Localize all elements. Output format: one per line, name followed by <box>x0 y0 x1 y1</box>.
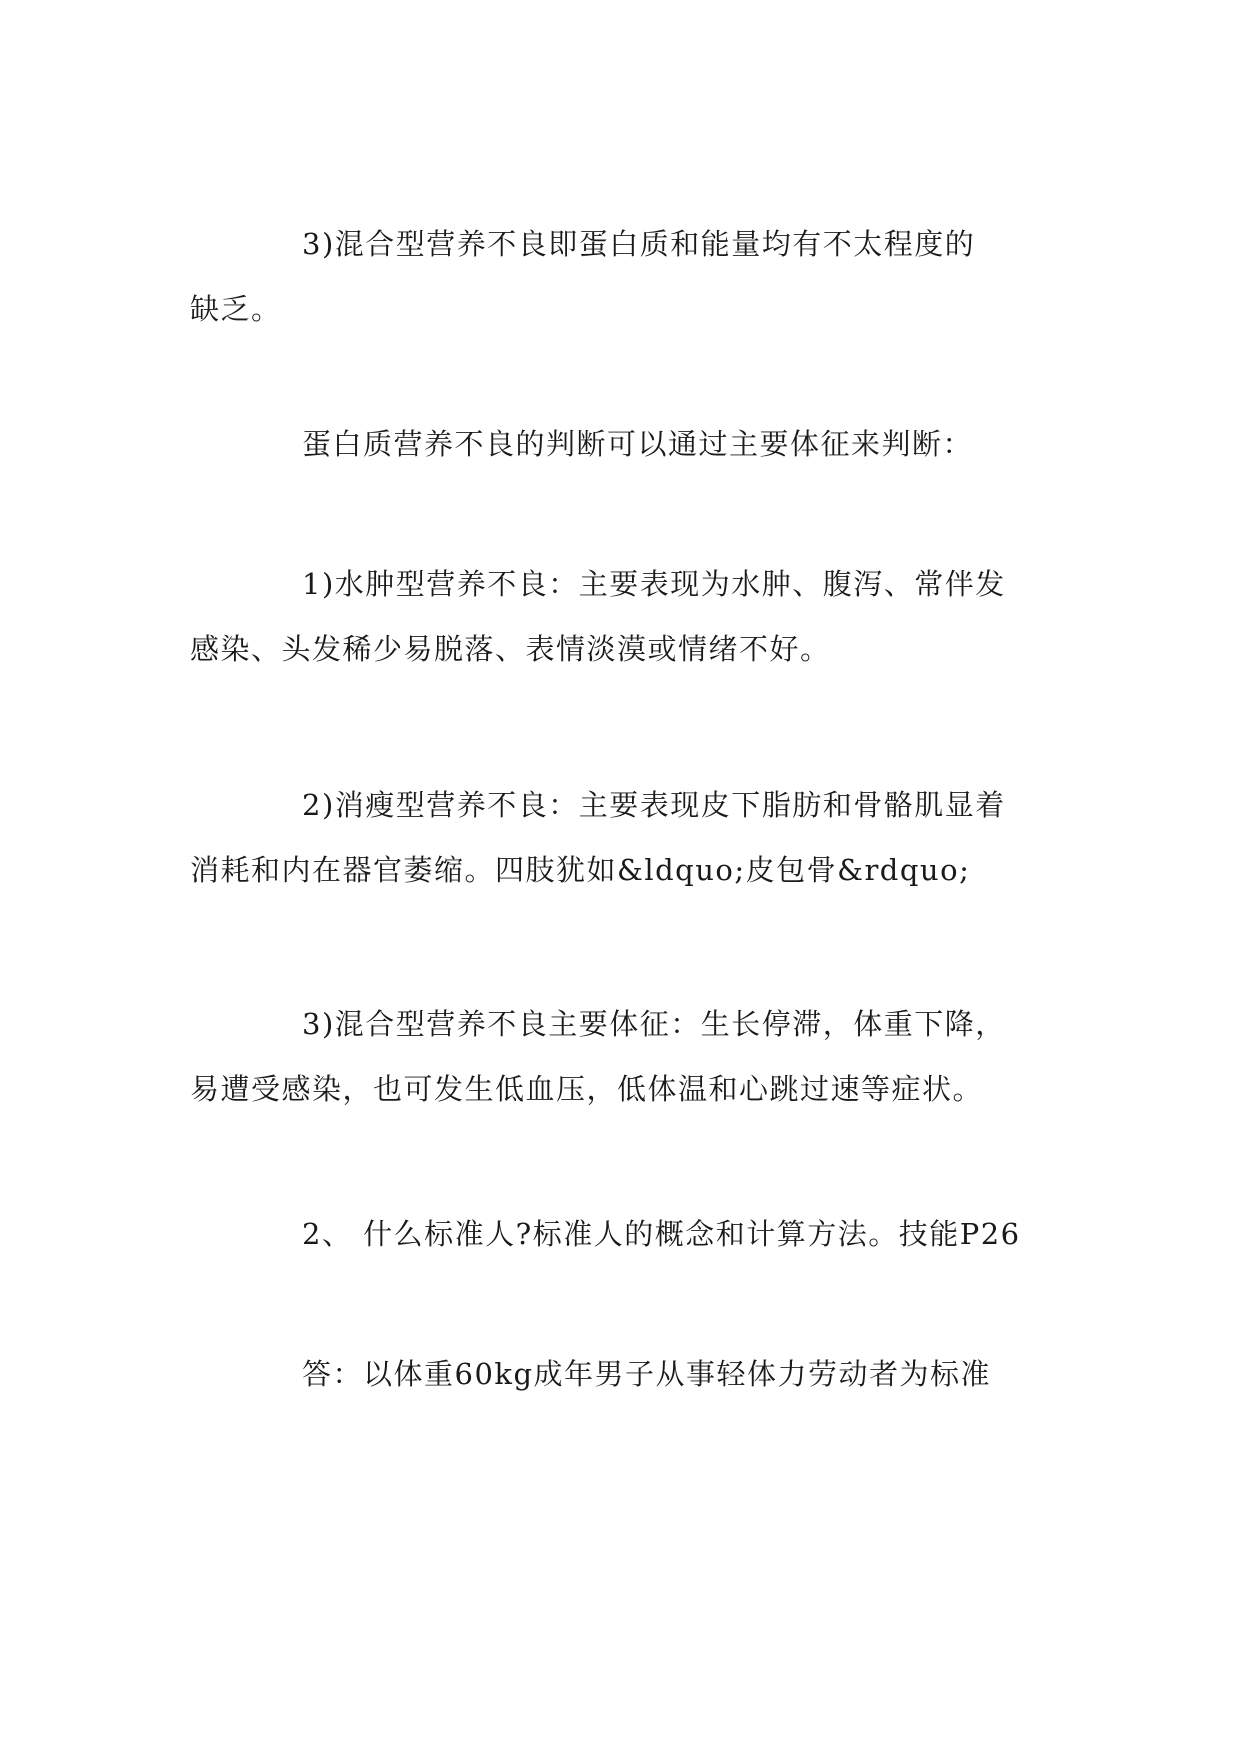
paragraph-line: 答：以体重60kg成年男子从事轻体力劳动者为标准 <box>302 1357 992 1391</box>
paragraph-protein-malnutrition-judgement <box>190 412 1050 477</box>
paragraph-mixed-malnutrition-signs <box>190 992 1050 1122</box>
paragraph-line: 感染、头发稀少易脱落、表情淡漠或情绪不好。 <box>190 632 831 666</box>
paragraph-standard-person-question <box>190 1202 1050 1267</box>
paragraph-line: 蛋白质营养不良的判断可以通过主要体征来判断： <box>302 427 974 461</box>
paragraph-line: 易遭受感染，也可发生低血压，低体温和心跳过速等症状。 <box>190 1072 984 1106</box>
paragraph-line: 1)水肿型营养不良：主要表现为水肿、腹泻、常伴发 <box>302 567 1006 601</box>
paragraph-line: 消耗和内在器官萎缩。四肢犹如&ldquo;皮包骨&rdquo; <box>190 853 971 887</box>
paragraph-mixed-malnutrition-definition <box>190 212 1050 342</box>
paragraph-edema-malnutrition <box>190 552 1050 682</box>
paragraph-line: 2、 什么标准人?标准人的概念和计算方法。技能P26 <box>302 1217 1021 1251</box>
paragraph-line: 3)混合型营养不良主要体征：生长停滞，体重下降， <box>302 1007 1006 1041</box>
paragraph-line: 2)消瘦型营养不良：主要表现皮下脂肪和骨骼肌显着 <box>302 788 1006 822</box>
paragraph-line: 缺乏。 <box>190 292 282 326</box>
paragraph-line: 3)混合型营养不良即蛋白质和能量均有不太程度的 <box>302 227 976 261</box>
paragraph-wasting-malnutrition <box>190 773 1050 903</box>
paragraph-standard-person-answer <box>190 1342 1050 1407</box>
